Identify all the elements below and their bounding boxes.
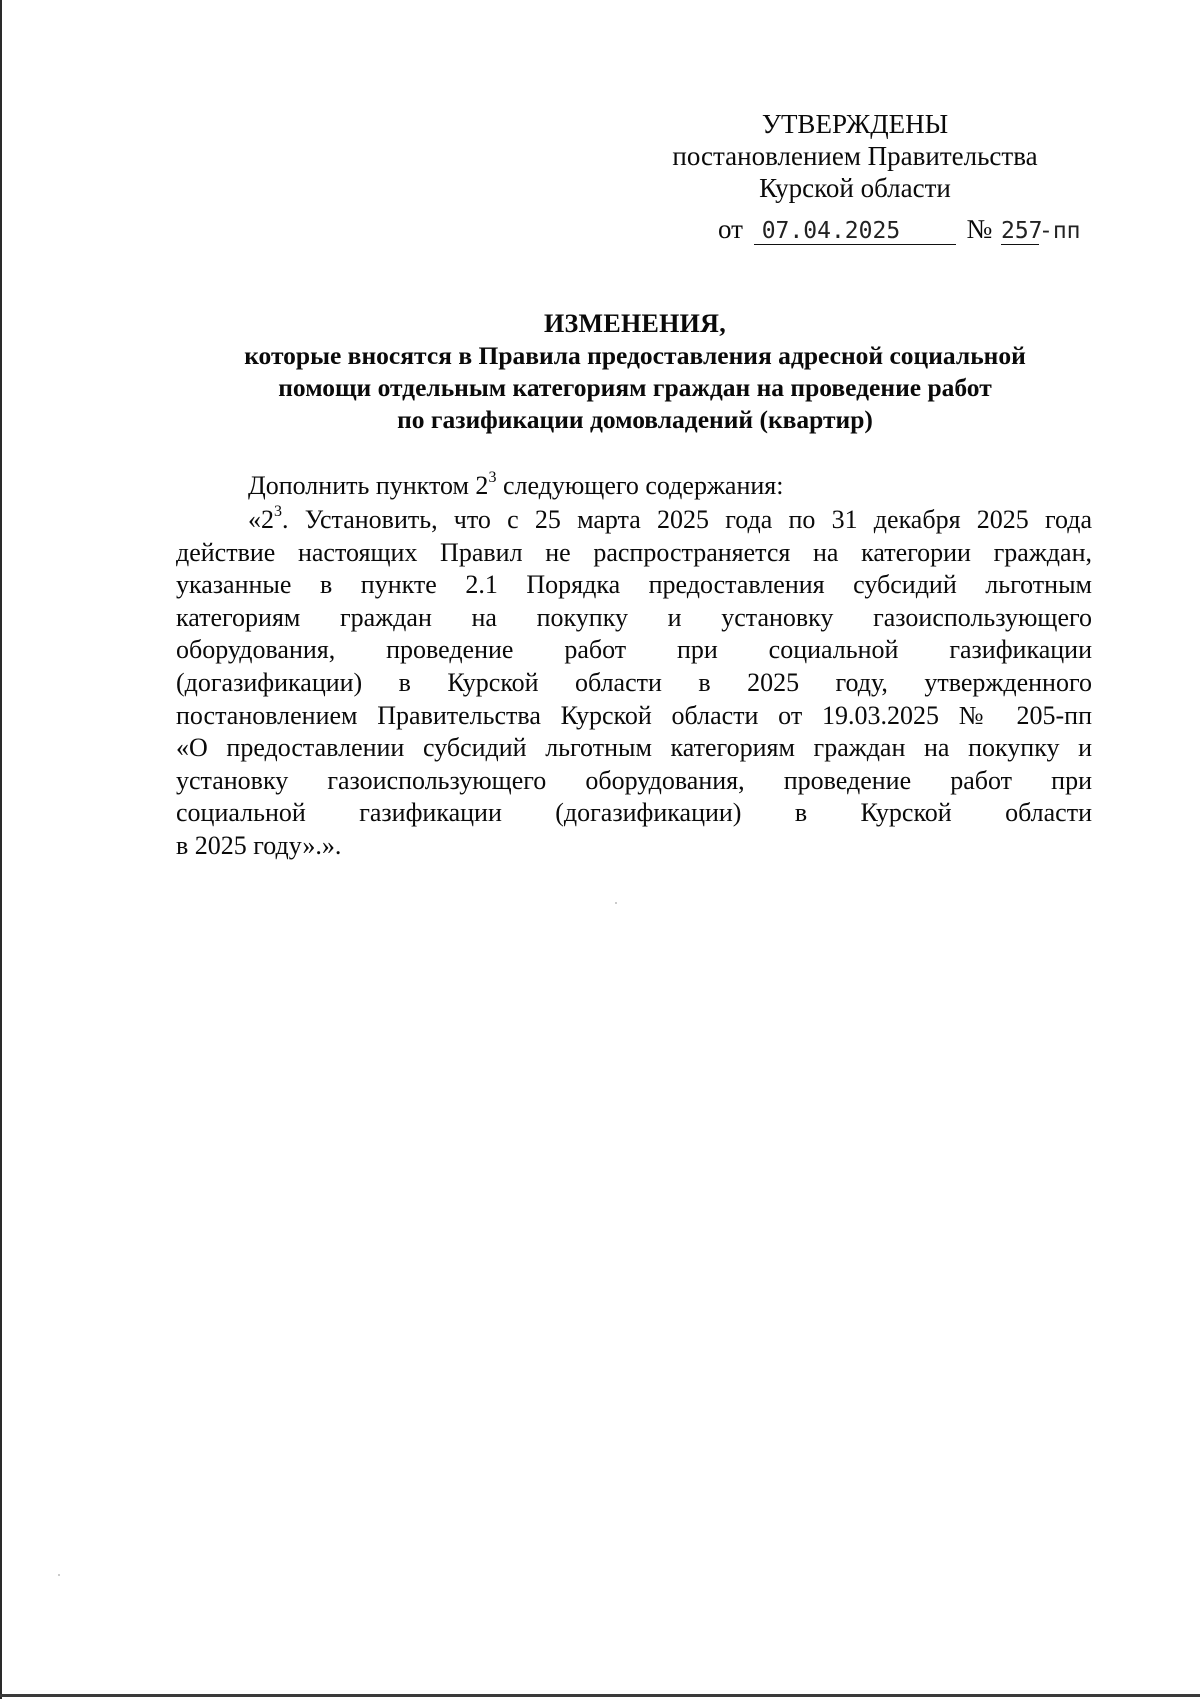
first-line-superscript: 3	[274, 503, 282, 521]
approval-title: УТВЕРЖДЕНЫ	[761, 109, 949, 139]
paragraph-line: действие настоящих Правил не распространяется на категории граждан,	[176, 537, 1092, 567]
paragraph-line-first	[176, 504, 1092, 537]
first-line-after: . Установить, что с 25 марта 2025 года по 31 декабря 2025 года	[282, 505, 1092, 534]
heading-line: помощи отдельным категориям граждан на проведение работ	[278, 373, 992, 402]
approval-region: Курской области	[759, 173, 951, 203]
number-label: №	[966, 214, 993, 244]
approval-block	[640, 108, 1110, 244]
intro-text-after: следующего содержания:	[496, 471, 784, 500]
date-label: от	[718, 214, 743, 244]
paragraph-line: оборудования, проведение работ при социальной газификации	[176, 635, 1092, 665]
paragraph-line: установку газоиспользующего оборудования, проведение работ при	[176, 765, 1092, 795]
scan-speck	[58, 1574, 60, 1576]
paragraph-line: «О предоставлении субсидий льготным категориям граждан на покупку и	[176, 733, 1092, 763]
approval-issuer: постановлением Правительства	[672, 141, 1038, 171]
heading-line: по газификации домовладений (квартир)	[397, 405, 873, 434]
amendment-paragraph	[176, 504, 1092, 863]
paragraph-line: социальной газификации (догазификации) в Курской области	[176, 798, 1092, 828]
paragraph-line: указанные в пункте 2.1 Порядка предоставления субсидий льготным	[176, 570, 1092, 600]
heading-title: ИЗМЕНЕНИЯ,	[543, 309, 727, 338]
paragraph-line: категориям граждан на покупку и установку газоиспользующего	[176, 602, 1092, 632]
paragraph-line-last: в 2025 году».».	[176, 830, 342, 860]
intro-superscript: 3	[488, 469, 497, 487]
approval-number-field: 257	[1000, 218, 1043, 244]
paragraph-line: (догазификации) в Курской области в 2025 году, утвержденного	[176, 667, 1092, 697]
approval-date-field: 07.04.2025	[754, 218, 956, 245]
first-line-before: «2	[248, 505, 274, 534]
document-heading	[120, 308, 1150, 436]
approval-number-suffix: -пп	[1038, 218, 1081, 244]
scan-edge-bottom	[0, 1694, 1200, 1697]
scan-edge-left	[0, 0, 2, 1699]
intro-text-before: Дополнить пунктом 2	[248, 471, 489, 500]
paragraph-line: постановлением Правительства Курской области от 19.03.2025 № 205-пп	[176, 700, 1092, 730]
intro-sentence	[248, 470, 783, 502]
heading-line: которые вносятся в Правила предоставления адресной социальной	[244, 341, 1026, 370]
scan-speck	[615, 902, 617, 904]
approval-date-line	[718, 213, 1178, 245]
